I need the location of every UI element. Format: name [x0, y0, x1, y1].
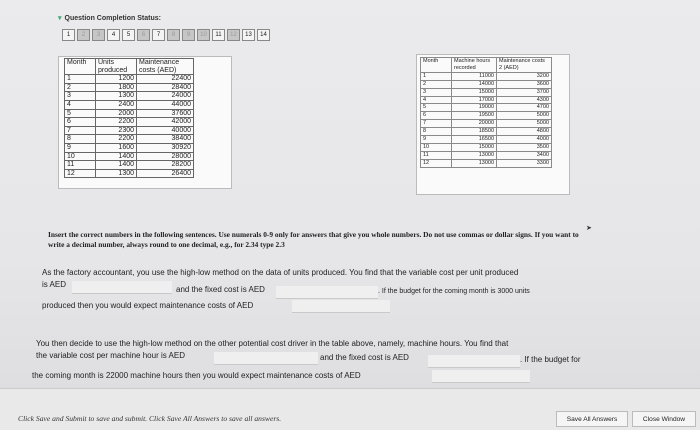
cell-driver: 1800	[96, 83, 137, 92]
cell-driver: 1400	[96, 161, 137, 170]
question-nav-14[interactable]: 14	[257, 29, 270, 41]
table-row	[65, 143, 194, 152]
cell-driver: 11000	[452, 72, 497, 80]
table-row	[65, 126, 194, 135]
q1-line1: As the factory accountant, you use the high-low method on the data of units produced. You find that the variable cost per unit produced	[42, 268, 519, 277]
cell-driver: 1300	[96, 169, 137, 178]
cell-month: 1	[421, 72, 452, 80]
footer-bar	[0, 388, 700, 430]
q2-line2a: the variable cost per machine hour is AED	[36, 351, 185, 360]
cell-cost: 37600	[137, 109, 194, 118]
cell-cost: 44000	[137, 100, 194, 109]
cell-month: 5	[65, 109, 96, 118]
cell-cost: 3400	[497, 151, 552, 159]
cell-driver: 17000	[452, 96, 497, 104]
table-row	[421, 96, 552, 104]
question-navigator	[62, 29, 270, 41]
cell-month: 9	[421, 136, 452, 144]
cursor-arrow-icon: ➤	[586, 225, 592, 232]
cell-cost: 24000	[137, 92, 194, 101]
cell-cost: 4800	[497, 128, 552, 136]
question-nav-2[interactable]: 2	[77, 29, 90, 41]
table-row	[421, 151, 552, 159]
table-row	[421, 143, 552, 151]
q2-line1: You then decide to use the high-low method on the other potential cost driver in the table above, namely, machine hours. You find that	[36, 339, 509, 348]
question-nav-4[interactable]: 4	[107, 29, 120, 41]
q1-line2a: is AED	[42, 280, 67, 289]
table-row	[65, 161, 194, 170]
question-nav-9[interactable]: 9	[182, 29, 195, 41]
fixed-cost-units-input[interactable]	[276, 286, 378, 299]
question-nav-12[interactable]: 12	[227, 29, 240, 41]
column-header-costs: Maintenance costs (AED)	[137, 59, 194, 75]
question-nav-6[interactable]: 6	[137, 29, 150, 41]
table-row	[65, 118, 194, 127]
cell-cost: 3300	[497, 159, 552, 167]
cell-cost: 4300	[497, 96, 552, 104]
table-header-row	[65, 59, 194, 75]
cell-month: 10	[65, 152, 96, 161]
cell-month: 11	[421, 151, 452, 159]
cell-cost: 26400	[137, 169, 194, 178]
table-row	[65, 75, 194, 84]
cell-driver: 18500	[452, 128, 497, 136]
cell-month: 2	[65, 83, 96, 92]
table-header-row	[421, 58, 552, 73]
cell-cost: 3600	[497, 80, 552, 88]
cell-month: 9	[65, 143, 96, 152]
cell-driver: 19500	[452, 112, 497, 120]
cell-driver: 20000	[452, 120, 497, 128]
question-nav-8[interactable]: 8	[167, 29, 180, 41]
column-header-machine-hours: Machine hours recorded	[452, 58, 497, 73]
cell-driver: 2300	[96, 126, 137, 135]
question-nav-1[interactable]: 1	[62, 29, 75, 41]
cell-cost: 5000	[497, 112, 552, 120]
cell-month: 2	[421, 80, 452, 88]
question-nav-7[interactable]: 7	[152, 29, 165, 41]
completion-status	[58, 14, 161, 22]
cell-driver: 1400	[96, 152, 137, 161]
cell-driver: 15000	[452, 88, 497, 96]
expected-costs-units-input[interactable]	[292, 300, 390, 313]
column-header-month: Month	[421, 58, 452, 73]
question-nav-11[interactable]: 11	[212, 29, 225, 41]
close-window-button[interactable]: Close Window	[632, 411, 696, 427]
table-row	[421, 88, 552, 96]
table-row	[421, 80, 552, 88]
cell-driver: 19000	[452, 104, 497, 112]
cell-driver: 16500	[452, 136, 497, 144]
cell-month: 7	[421, 120, 452, 128]
cell-driver: 1200	[96, 75, 137, 84]
variable-cost-per-hour-input[interactable]	[214, 352, 318, 365]
cell-month: 12	[65, 169, 96, 178]
machine-hours-table-body	[421, 72, 552, 167]
cell-cost: 3500	[497, 143, 552, 151]
cell-month: 6	[421, 112, 452, 120]
cell-cost: 22400	[137, 75, 194, 84]
table-row	[421, 72, 552, 80]
column-header-costs-2: Maintenance costs 2 (AED)	[497, 58, 552, 73]
question-nav-13[interactable]: 13	[242, 29, 255, 41]
question-nav-3[interactable]: 3	[92, 29, 105, 41]
cell-cost: 38400	[137, 135, 194, 144]
cell-month: 10	[421, 143, 452, 151]
table-row	[65, 109, 194, 118]
units-table-body	[65, 75, 194, 178]
table-row	[65, 152, 194, 161]
cell-cost: 40000	[137, 126, 194, 135]
column-header-units: Units produced	[96, 59, 137, 75]
column-header-month: Month	[65, 59, 96, 75]
cell-driver: 15000	[452, 143, 497, 151]
table-row	[65, 100, 194, 109]
status-label: Question Completion Status:	[64, 15, 161, 22]
cell-month: 5	[421, 104, 452, 112]
cell-month: 4	[65, 100, 96, 109]
cell-driver: 2000	[96, 109, 137, 118]
question-nav-5[interactable]: 5	[122, 29, 135, 41]
cell-month: 8	[65, 135, 96, 144]
cell-cost: 28200	[137, 161, 194, 170]
cell-cost: 4000	[497, 136, 552, 144]
q2-line2c: . If the budget for	[520, 355, 581, 364]
cell-month: 8	[421, 128, 452, 136]
expected-costs-hours-input[interactable]	[432, 370, 530, 383]
save-all-answers-button[interactable]: Save All Answers	[556, 411, 628, 427]
cell-month: 3	[65, 92, 96, 101]
table-row	[421, 128, 552, 136]
cell-driver: 1600	[96, 143, 137, 152]
cell-cost: 28000	[137, 152, 194, 161]
q2-line2b: and the fixed cost is AED	[320, 353, 409, 362]
table-row	[421, 104, 552, 112]
cell-driver: 1300	[96, 92, 137, 101]
cell-cost: 3200	[497, 72, 552, 80]
table-row	[65, 92, 194, 101]
fixed-cost-hours-input[interactable]	[428, 355, 520, 368]
cell-cost: 4700	[497, 104, 552, 112]
cell-cost: 30920	[137, 143, 194, 152]
q1-line2c: . If the budget for the coming month is 3000 units	[378, 288, 530, 295]
cell-driver: 2200	[96, 118, 137, 127]
table-row	[421, 159, 552, 167]
q1-line3: produced then you would expect maintenance costs of AED	[42, 301, 254, 310]
cell-month: 7	[65, 126, 96, 135]
instructions-text: Insert the correct numbers in the following sentences. Use numerals 0-9 only for answers that give you whole numbers. Do not use commas or dollar signs. If you want to write a decimal number, always round to one decimal, e.g., for 2.34 type 2.3	[48, 230, 579, 249]
cell-cost: 28400	[137, 83, 194, 92]
table-row	[65, 169, 194, 178]
q2-line3: the coming month is 22000 machine hours then you would expect maintenance costs of AED	[32, 371, 361, 380]
cell-cost: 42000	[137, 118, 194, 127]
cell-driver: 2400	[96, 100, 137, 109]
question-nav-10[interactable]: 10	[197, 29, 210, 41]
cell-cost: 3700	[497, 88, 552, 96]
cell-driver: 14000	[452, 80, 497, 88]
cell-month: 4	[421, 96, 452, 104]
units-produced-table	[64, 58, 194, 178]
cell-cost: 5000	[497, 120, 552, 128]
cell-month: 6	[65, 118, 96, 127]
save-instructions: Click Save and Submit to save and submit. Click Save All Answers to save all answers.	[18, 414, 282, 423]
cell-month: 12	[421, 159, 452, 167]
cell-month: 11	[65, 161, 96, 170]
q1-line2b: and the fixed cost is AED	[176, 285, 265, 294]
table-row	[421, 112, 552, 120]
table-row	[421, 120, 552, 128]
collapse-arrow-icon[interactable]: ▾	[58, 15, 62, 22]
cell-month: 3	[421, 88, 452, 96]
cell-driver: 13000	[452, 159, 497, 167]
cell-driver: 13000	[452, 151, 497, 159]
table-row	[421, 136, 552, 144]
cell-month: 1	[65, 75, 96, 84]
table-row	[65, 135, 194, 144]
cell-driver: 2200	[96, 135, 137, 144]
table-row	[65, 83, 194, 92]
variable-cost-per-unit-input[interactable]	[72, 281, 172, 294]
machine-hours-table	[420, 57, 552, 168]
